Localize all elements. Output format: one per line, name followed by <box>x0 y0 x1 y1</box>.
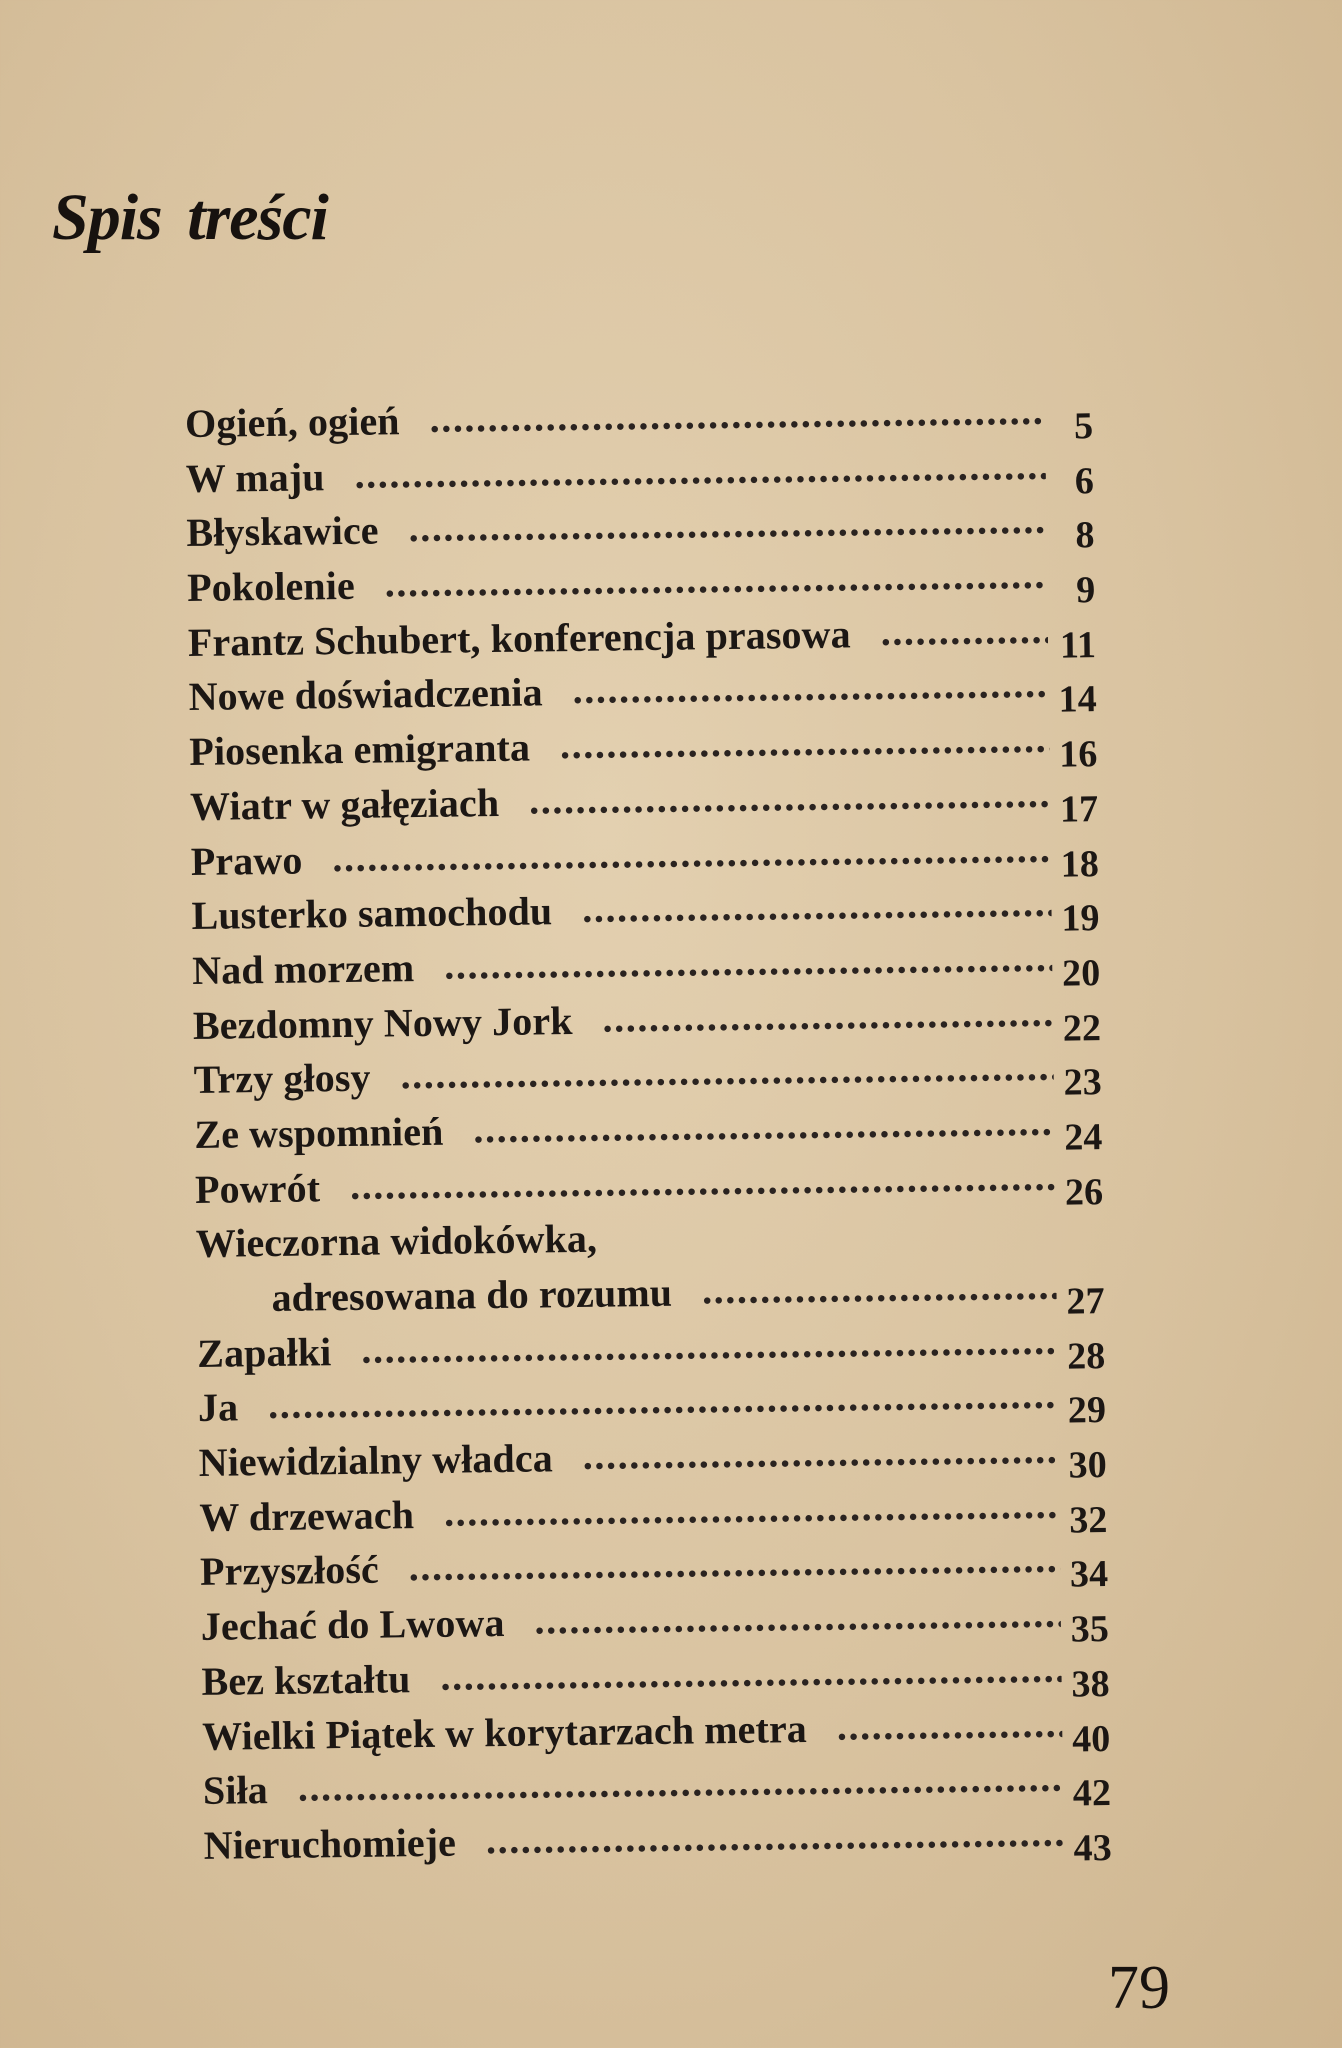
toc-page-number: 27 <box>1066 1280 1105 1323</box>
dot-leader <box>534 1590 1061 1644</box>
toc-page-number: 20 <box>1061 951 1101 995</box>
page-title: Spis treści <box>52 181 328 254</box>
dot-leader <box>350 1152 1056 1208</box>
toc-row <box>185 443 1095 503</box>
toc-entry-title: Frantz Schubert, konferencja prasowa <box>187 611 851 665</box>
dot-leader <box>560 715 1050 768</box>
dot-leader <box>702 1262 1057 1314</box>
toc-page-number: 16 <box>1059 733 1098 776</box>
toc-row <box>191 936 1101 995</box>
toc-entry-title: Niewidzialny władca <box>198 1435 554 1486</box>
toc-entry-title: Siła <box>202 1767 269 1814</box>
dot-leader <box>384 551 1047 607</box>
toc-row <box>201 1646 1110 1706</box>
toc-page-number: 9 <box>1075 569 1096 612</box>
toc-entry-title: Wiatr w gałęziach <box>189 779 500 829</box>
toc-row <box>186 553 1096 612</box>
dot-leader <box>408 1535 1060 1591</box>
toc-page-number: 38 <box>1071 1662 1110 1706</box>
toc-row <box>187 608 1097 667</box>
toc-entry-title: W drzewach <box>199 1491 415 1540</box>
toc-entry-title: Nieruchomieje <box>203 1819 457 1868</box>
toc-page-number: 42 <box>1072 1772 1112 1815</box>
toc-row <box>188 662 1098 722</box>
toc-row <box>194 1154 1104 1214</box>
toc-row <box>193 1045 1103 1104</box>
toc-entry-title: Wielki Piątek w korytarzach metra <box>201 1705 808 1759</box>
toc-row <box>202 1756 1112 1815</box>
dot-leader <box>361 1316 1057 1372</box>
toc-page-number: 18 <box>1060 842 1100 886</box>
page-number: 79 <box>1108 1954 1170 2022</box>
dot-leader <box>298 1754 1064 1811</box>
toc-row <box>196 1209 1057 1267</box>
toc-page-number: 26 <box>1064 1170 1104 1214</box>
dot-leader <box>354 441 1046 497</box>
toc-entry-title: Przyszłość <box>199 1547 380 1595</box>
dot-leader <box>473 1098 1055 1153</box>
toc-row <box>191 881 1100 940</box>
toc-row <box>192 990 1102 1050</box>
dot-leader <box>408 496 1046 551</box>
toc-page-number: 35 <box>1070 1608 1110 1651</box>
dot-leader <box>582 879 1052 932</box>
toc-row <box>189 717 1098 776</box>
toc-entry-title: Jechać do Lwowa <box>200 1600 505 1650</box>
toc-entry-title: Wieczorna widokówka, <box>195 1216 598 1267</box>
toc-page-number: 32 <box>1069 1498 1108 1542</box>
dot-leader <box>572 660 1049 713</box>
toc-page-number: 28 <box>1066 1334 1106 1378</box>
toc-entry-title: Ja <box>197 1384 239 1431</box>
toc-entry-title-continued: adresowana do rozumu <box>271 1269 673 1320</box>
toc-page-number: 14 <box>1058 678 1098 722</box>
toc-entry-title: W maju <box>185 453 325 501</box>
toc-entry-title: Prawo <box>190 837 303 884</box>
dot-leader <box>332 824 1051 880</box>
toc-page-number: 19 <box>1061 897 1100 940</box>
toc-row <box>271 1264 1105 1323</box>
toc-page-number: 6 <box>1074 459 1095 503</box>
table-of-contents <box>0 385 1342 1879</box>
toc-entry-title: Bezdomny Nowy Jork <box>192 997 573 1048</box>
toc-entry-title: Lusterko samochodu <box>191 888 553 939</box>
toc-row <box>194 1100 1103 1159</box>
toc-page-number: 43 <box>1073 1826 1113 1870</box>
toc-row <box>199 1482 1108 1542</box>
toc-entry-title: Ogień, ogień <box>184 398 400 447</box>
toc-row <box>198 1428 1108 1487</box>
toc-row <box>190 826 1100 886</box>
dot-leader <box>268 1371 1058 1428</box>
toc-page-number: 30 <box>1068 1444 1108 1487</box>
dot-leader <box>400 1043 1054 1099</box>
toc-entry-title: Powrót <box>194 1164 321 1212</box>
toc-page-number: 23 <box>1063 1061 1103 1104</box>
dot-leader <box>529 770 1050 824</box>
toc-entry-title: Nowe doświadczenia <box>188 669 543 720</box>
toc-page-number: 17 <box>1059 787 1099 831</box>
toc-row <box>201 1701 1111 1761</box>
toc-entry-title: Bez kształtu <box>201 1656 411 1704</box>
toc-entry-title: Pokolenie <box>186 562 356 611</box>
dot-leader <box>440 1644 1062 1699</box>
toc-page-number: 40 <box>1071 1717 1111 1761</box>
dot-leader <box>582 1426 1058 1479</box>
toc-entry-title: Ze wspomnień <box>194 1108 444 1157</box>
toc-row <box>199 1537 1109 1596</box>
toc-page-number: 5 <box>1073 405 1094 448</box>
toc-page-number: 29 <box>1067 1389 1107 1432</box>
dot-leader <box>837 1699 1063 1749</box>
dot-leader <box>602 988 1053 1041</box>
toc-entry-title: Zapałki <box>196 1328 332 1376</box>
dot-leader <box>444 934 1053 989</box>
toc-entry-title: Błyskawice <box>186 507 379 556</box>
toc-page-number: 34 <box>1069 1553 1109 1596</box>
toc-row <box>184 389 1094 448</box>
toc-page-number: 8 <box>1075 514 1095 557</box>
dot-leader <box>444 1480 1060 1535</box>
toc-entry-title: Nad morzem <box>191 944 415 993</box>
toc-row <box>203 1811 1113 1870</box>
dot-leader <box>880 606 1048 655</box>
dot-leader <box>486 1809 1064 1864</box>
toc-page-number: 24 <box>1064 1116 1103 1159</box>
toc-row <box>200 1592 1110 1651</box>
toc-entry-title: Piosenka emigranta <box>189 724 531 775</box>
toc-row <box>189 772 1099 831</box>
toc-row <box>186 498 1095 557</box>
toc-page-number: 11 <box>1059 623 1097 667</box>
toc-row <box>197 1373 1107 1432</box>
toc-entry-title: Trzy głosy <box>193 1054 371 1103</box>
toc-page-number: 22 <box>1062 1006 1102 1050</box>
dot-leader <box>429 387 1045 442</box>
toc-row <box>196 1318 1106 1378</box>
